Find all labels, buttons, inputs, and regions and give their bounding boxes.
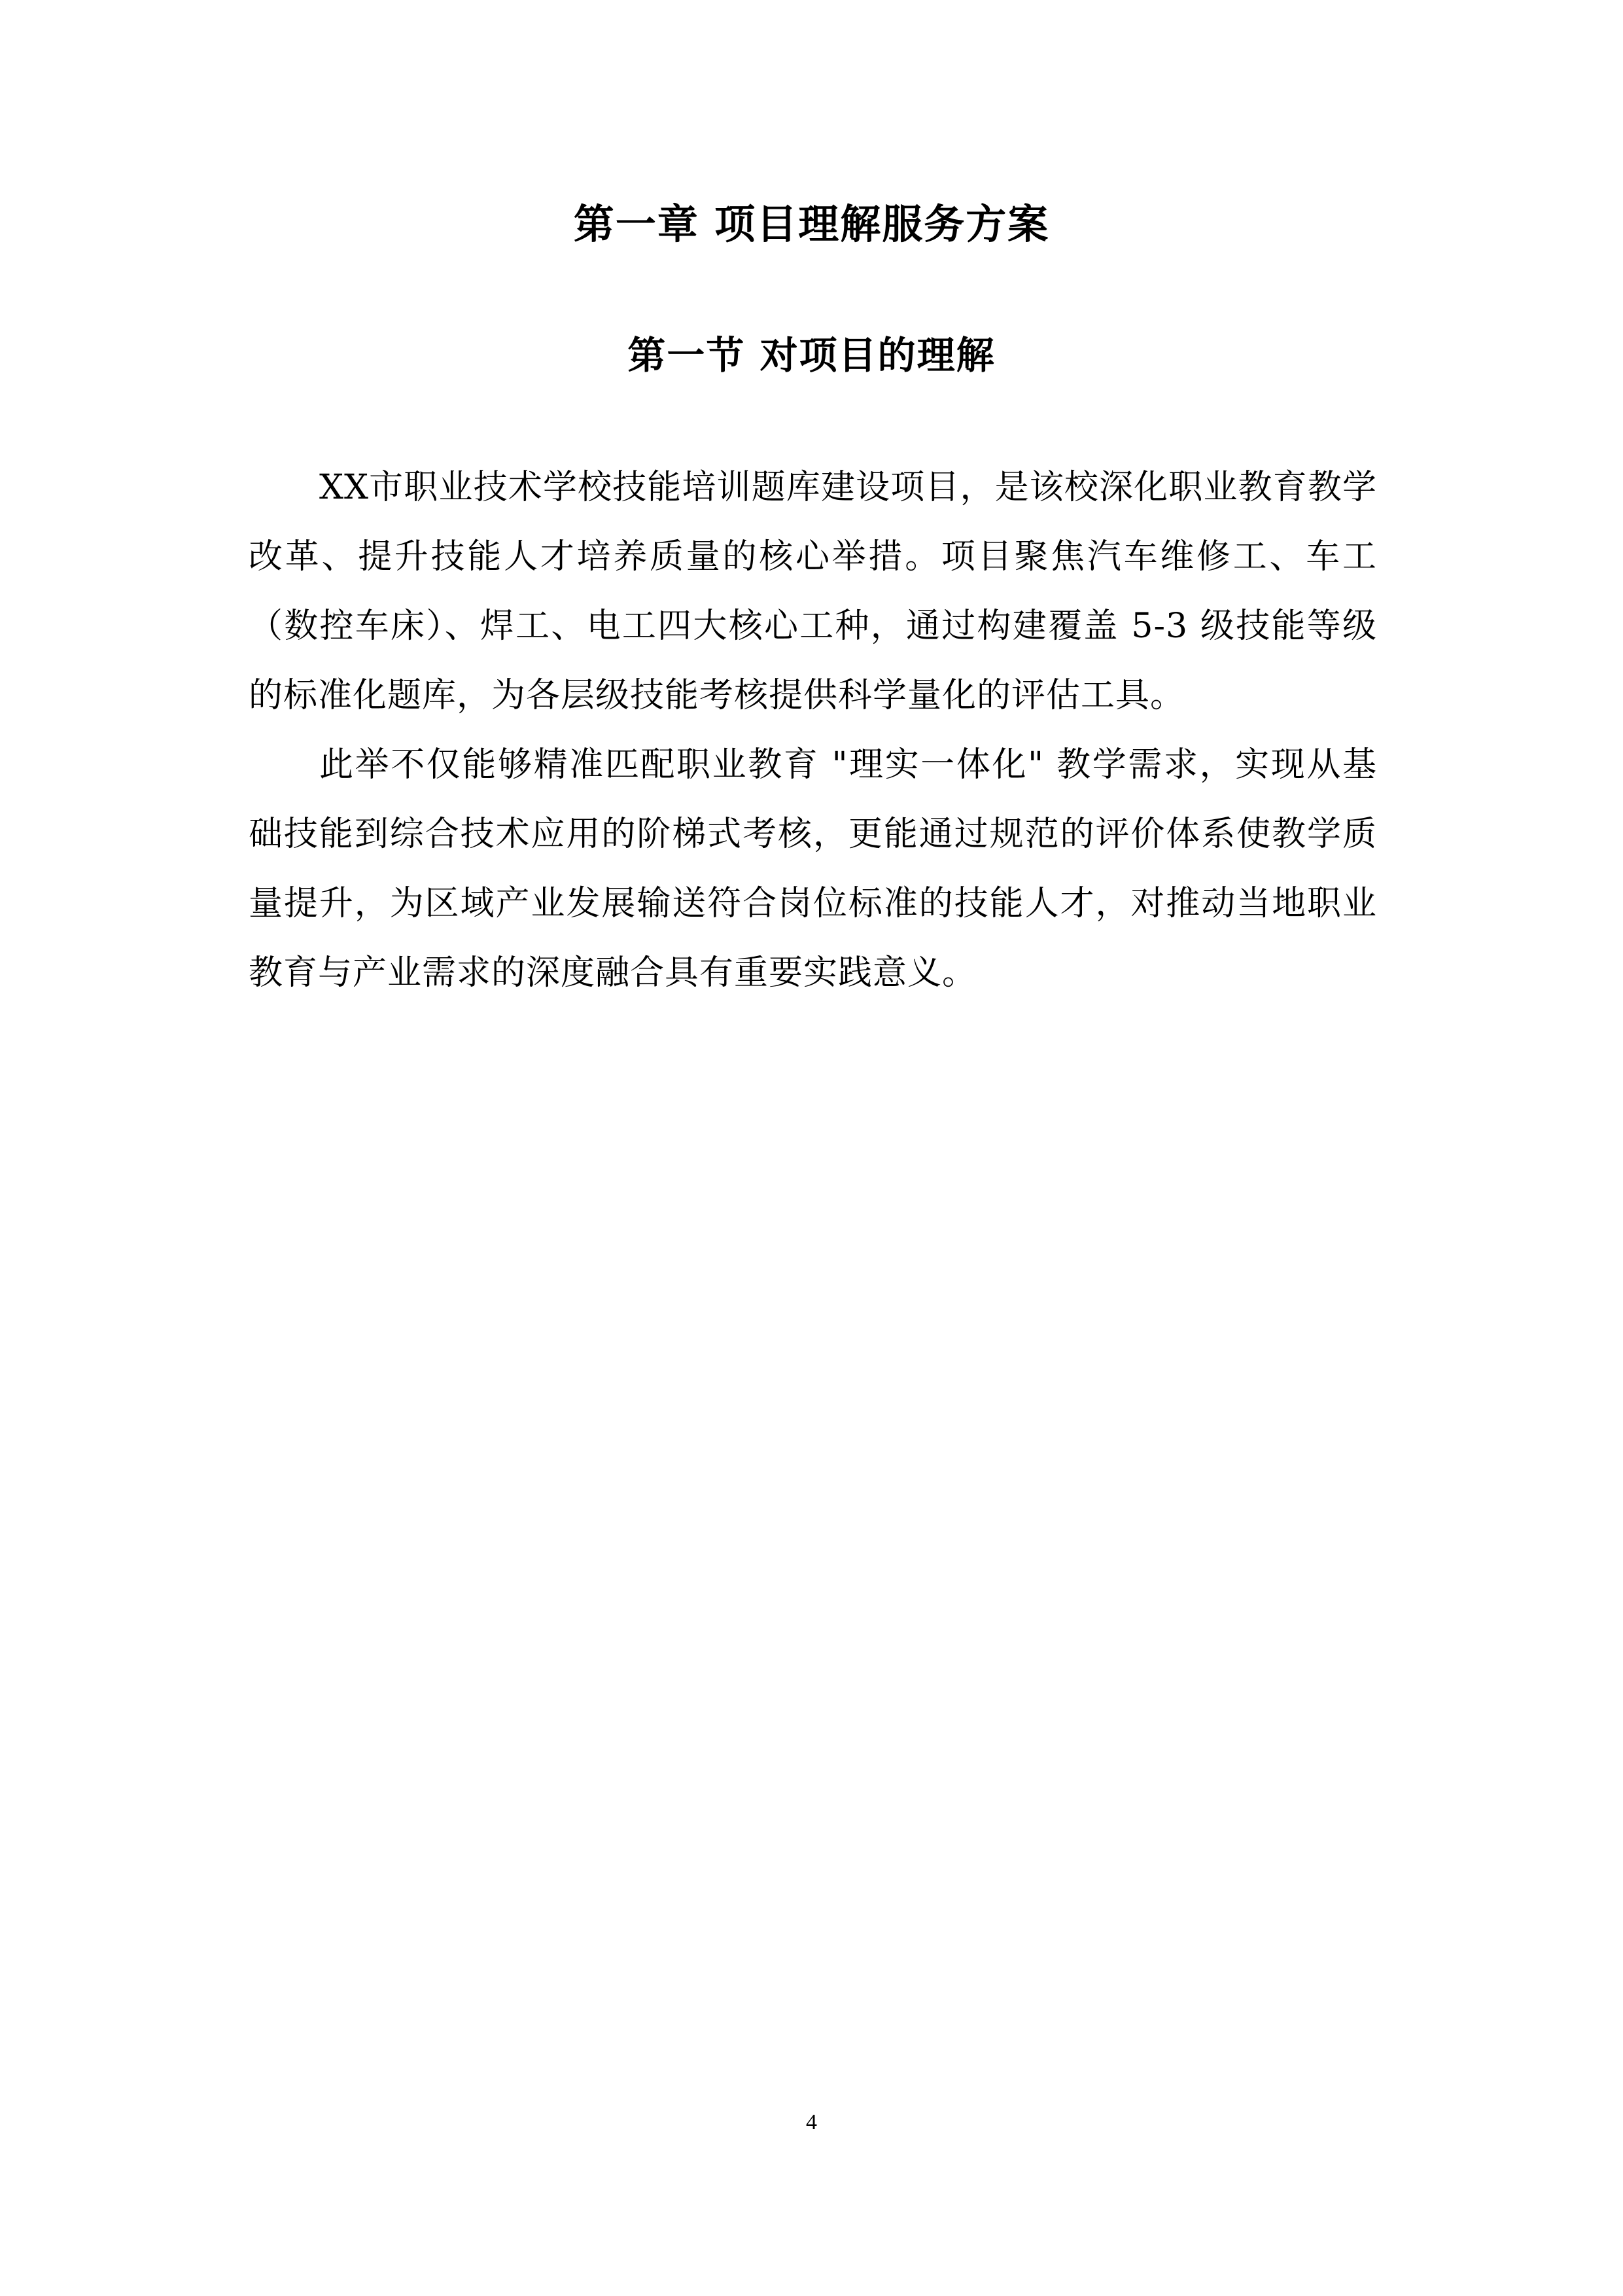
chapter-title: 第一章 项目理解服务方案 <box>573 200 1050 248</box>
section-title: 第一节 对项目的理解 <box>627 333 996 378</box>
paragraph-project-overview: XX市职业技术学校技能培训题库建设项目，是该校深化职业教育教学改革、提升技能人才培养质量的核心举措。项目聚焦汽车维修工、车工（数控车床）、焊工、电工四大核心工种，通过构建覆盖 5-3 级技能等级的标准化题库，为各层级技能考核提供科学量化的评估工具。 <box>249 468 1377 715</box>
paragraph-project-significance: 此举不仅能够精准匹配职业教育 "理实一体化" 教学需求，实现从基础技能到综合技术应用的阶梯式考核，更能通过规范的评价体系使教学质量提升，为区域产业发展输送符合岗位标准的技能人才，对推动当地职业教育与产业需求的深度融合具有重要实践意义。 <box>249 745 1377 993</box>
body-text <box>249 453 1377 1008</box>
page-number: 4 <box>806 2110 817 2134</box>
